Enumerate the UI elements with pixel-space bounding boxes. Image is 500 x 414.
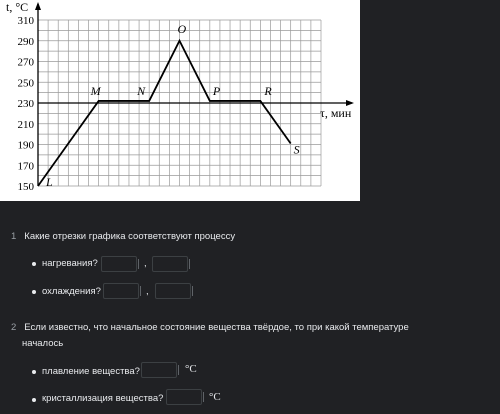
question-1-number: 1 [11, 231, 17, 242]
y-tick-label: 170 [17, 160, 34, 173]
bullet [32, 290, 36, 294]
bullet [32, 262, 36, 266]
heating-label: нагревания? [42, 258, 98, 269]
point-label-s: S [293, 142, 300, 157]
point-label-p: P [212, 83, 221, 98]
cooling-answer-2-input[interactable] [155, 283, 191, 299]
graph-canvas [0, 0, 360, 201]
y-tick-label: 270 [17, 56, 34, 69]
point-label-l: L [46, 175, 53, 189]
separator: , [144, 258, 147, 269]
question-1-text: Какие отрезки графика соответствуют процессу [24, 231, 236, 242]
question-2-line2: началось [22, 338, 64, 349]
point-label-o: O [177, 21, 187, 36]
phase-change-graph [0, 0, 360, 201]
crystallization-label: кристаллизация вещества? [42, 393, 164, 404]
cooling-answer-1-input[interactable] [103, 283, 139, 299]
melting-label: плавление вещества? [42, 366, 140, 377]
y-tick-label: 150 [17, 181, 34, 193]
point-label-n: N [137, 83, 146, 98]
bullet [32, 370, 36, 374]
separator: , [146, 286, 149, 297]
x-axis-label: τ, мин [320, 106, 352, 120]
y-tick-label: 210 [17, 118, 34, 131]
question-2 [11, 322, 491, 333]
crystallization-unit: °C [209, 391, 221, 403]
y-tick-label: 250 [17, 77, 34, 90]
melting-unit: °C [185, 363, 197, 375]
y-tick-label: 310 [17, 15, 34, 27]
question-2-text-line1: Если известно, что начальное состояние вещества твёрдое, то при какой температуре [24, 322, 409, 333]
cooling-label: охлаждения? [42, 286, 101, 297]
melting-temperature-input[interactable] [141, 362, 177, 378]
y-axis-label: t, °C [6, 0, 29, 14]
y-tick-label: 290 [17, 35, 34, 48]
crystallization-temperature-input[interactable] [166, 389, 202, 405]
question-2-number: 2 [11, 322, 17, 333]
point-label-m: M [90, 83, 101, 98]
bullet [32, 398, 36, 402]
heating-answer-1-input[interactable] [101, 256, 137, 272]
y-tick-label: 230 [17, 98, 34, 110]
y-axis-arrow [35, 2, 41, 10]
question-1 [11, 231, 235, 242]
heating-answer-2-input[interactable] [152, 256, 188, 272]
point-label-r: R [264, 83, 272, 98]
y-tick-label: 190 [17, 139, 34, 152]
